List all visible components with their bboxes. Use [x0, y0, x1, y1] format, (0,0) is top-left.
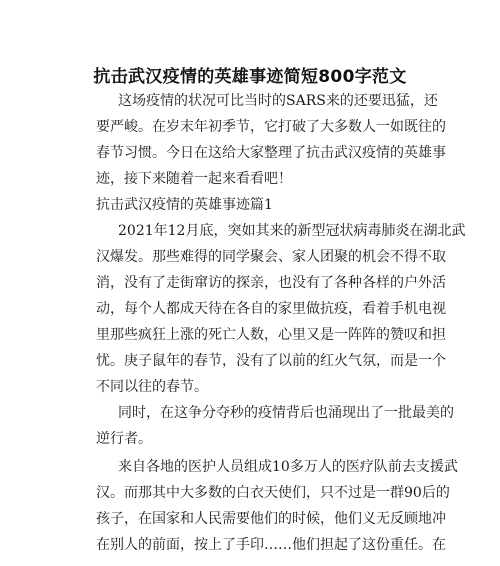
- paragraph-2-line-1: 同时，在这争分夺秒的疫情背后也涌现出了一批最美的: [118, 405, 454, 421]
- paragraph-2-line-2: 逆行者。: [96, 431, 152, 447]
- paragraph-1-line-3: 消，没有了走街窜访的探亲，也没有了各种各样的户外活: [96, 275, 446, 291]
- paragraph-3-line-1: 来自各地的医护人员组成10多万人的医疗队前去支援武: [118, 459, 458, 475]
- intro-line-4: 迹，接下来随着一起来看看吧！: [96, 171, 292, 187]
- paragraph-1-line-2: 汉爆发。那些难得的同学聚会、家人团聚的机会不得不取: [96, 249, 446, 265]
- intro-line-2: 要严峻。在岁末年初季节，它打破了大多数人一如既往的: [96, 119, 446, 135]
- document-title: 抗击武汉疫情的英雄事迹简短800字范文: [93, 67, 407, 87]
- paragraph-3-line-4: 在别人的前面，按上了手印……他们担起了这份重任。在: [96, 537, 446, 553]
- paragraph-1-line-5: 里那些疯狂上涨的死亡人数，心里又是一阵阵的赞叹和担: [96, 327, 446, 343]
- section-heading: 抗击武汉疫情的英雄事迹篇1: [96, 197, 273, 213]
- paragraph-1-line-4: 动，每个人都成天待在各自的家里做抗疫，看着手机电视: [96, 301, 446, 317]
- intro-line-3: 春节习惯。今日在这给大家整理了抗击武汉疫情的英雄事: [96, 145, 446, 161]
- paragraph-3-line-3: 孩子，在国家和人民需要他们的时候，他们义无反顾地冲: [96, 511, 446, 527]
- intro-line-1: 这场疫情的状况可比当时的SARS来的还要迅猛，还: [118, 93, 438, 109]
- paragraph-1-line-1: 2021年12月底，突如其来的新型冠状病毒肺炎在湖北武: [118, 223, 466, 239]
- paragraph-1-line-6: 忧。庚子鼠年的春节，没有了以前的红火气氛，而是一个: [96, 353, 446, 369]
- paragraph-3-line-2: 汉。而那其中大多数的白衣天使们，只不过是一群90后的: [96, 485, 450, 501]
- paragraph-1-line-7: 不同以往的春节。: [96, 379, 208, 395]
